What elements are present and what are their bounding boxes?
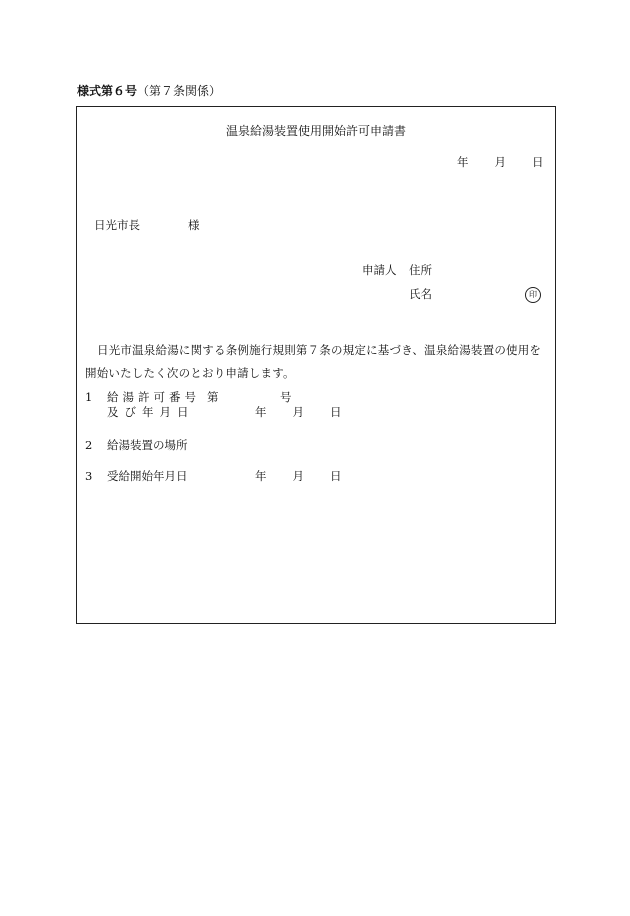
item-1-month: 月	[292, 405, 304, 419]
date-day: 日	[532, 155, 544, 169]
item-3-label: 受給開始年月日	[107, 469, 188, 483]
item-2-label: 給湯装置の場所	[107, 438, 188, 452]
item-1-number-prefix: 第	[207, 390, 219, 404]
seal-mark: 印	[525, 287, 541, 303]
addressee-honorific: 様	[188, 218, 200, 232]
form-number-label: 様式第６号	[77, 84, 138, 98]
date-year: 年	[457, 155, 469, 169]
item-1-label-line1: 給湯許可番号	[107, 390, 200, 404]
item-1-number: 1	[85, 390, 93, 404]
application-statement: 日光市温泉給湯に関する条例施行規則第７条の規定に基づき、温泉給湯装置の使用を開始いたしたく次のとおり申請します。	[85, 343, 542, 380]
form-number-relation: （第７条関係）	[137, 84, 222, 98]
document-title: 温泉給湯装置使用開始許可申請書	[225, 124, 406, 138]
item-3-month: 月	[292, 469, 304, 483]
form-number	[77, 85, 221, 97]
item-1-day: 日	[330, 405, 342, 419]
item-1-label-line2: 及び年月日	[107, 405, 195, 419]
application-form-box	[76, 106, 556, 624]
item-3-day: 日	[330, 469, 342, 483]
item-3-number: 3	[85, 469, 93, 483]
date-month: 月	[494, 155, 506, 169]
addressee-name: 日光市長	[94, 218, 140, 232]
item-1-date	[255, 407, 342, 419]
applicant-name-label: 氏名	[409, 287, 432, 301]
item-2-number: 2	[85, 438, 93, 452]
addressee	[94, 220, 140, 232]
date-line	[457, 157, 544, 169]
item-3-year: 年	[255, 469, 267, 483]
item-1-year: 年	[255, 405, 267, 419]
item-1-number-suffix: 号	[280, 390, 292, 404]
applicant-label: 申請人	[362, 263, 397, 277]
applicant-address-label: 住所	[409, 263, 432, 277]
item-3-date	[255, 471, 342, 483]
